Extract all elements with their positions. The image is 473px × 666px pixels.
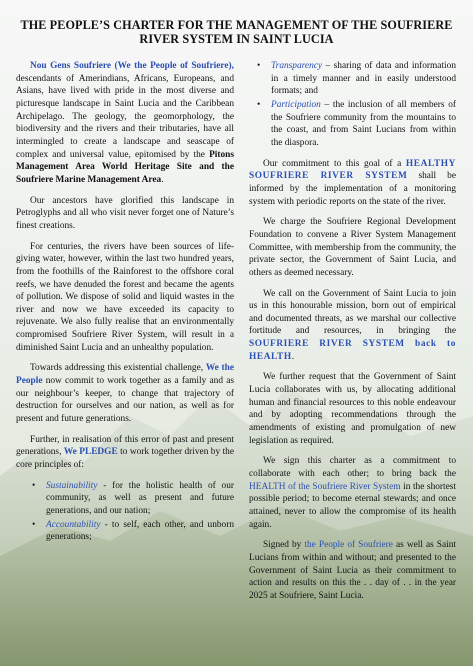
signed-paragraph: [249, 539, 456, 602]
challenge-text-1: Towards addressing this existential challenge,: [30, 363, 206, 374]
intro-lead: Nou Gens Soufriere (We the People of Soufriere),: [30, 61, 234, 71]
principles-list-right: [249, 60, 456, 150]
bullet-icon: •: [257, 99, 261, 110]
principle-text: – the inclusion of all members of the Soufriere community from the mountains to the coast, and from Saint Lucians from within the diaspora.: [271, 99, 456, 148]
sign-text-1: We sign this charter as a commitment to collaborate with each other; to bring back the: [249, 456, 456, 480]
signed-blue: the People of Soufriere: [304, 540, 393, 551]
ancestors-paragraph: Our ancestors have glorified this landscape in Petroglyphs and all who visit never forget one of Nature’s finest creations.: [16, 195, 234, 231]
call-paragraph: [249, 288, 456, 364]
sign-paragraph: [249, 455, 456, 531]
commitment-text-2: shall be informed by the implementation of a monitoring system with periodic reports on the state of the river.: [249, 171, 456, 207]
bullet-icon: •: [257, 61, 261, 71]
principle-text: - to self, each other, and unborn generations;: [46, 519, 234, 543]
sign-text-2: in the shortest possible period; to become eternal stewards; and once attained, never to allow the compromise of its health again.: [249, 481, 456, 530]
signed-text-2: as well as Saint Lucians from within and without; and presented to the Government of Saint Lucia as their commitment to action and results on this the . . day of . . in the year 2025 at Soufriere, Saint Lucia.: [249, 540, 456, 601]
principle-term: Sustainability: [46, 480, 98, 491]
pledge-paragraph: [16, 434, 234, 472]
pledge-blue: We PLEDGE: [63, 447, 118, 458]
principle-text: – sharing of data and information in a timely manner and in easily understood formats; and: [271, 61, 456, 97]
pledge-text-2: to work together driven by the core principles of:: [16, 447, 235, 471]
challenge-paragraph: [16, 362, 234, 425]
intro-text-1: descendants of Amerindians, Africans, Europeans, and Asians, have lived with pride in the most diverse and picturesque landscape in Saint Lucia and the Caribbean Archipelago. The geology, the geomorphology, the biodiversity and the rivers and their tributaries, have all intermingled to create a landscape and seascape of complex and universal value, epitomised by the: [16, 73, 234, 160]
sign-blue: HEALTH of the Soufriere River System: [249, 481, 401, 492]
bullet-icon: •: [32, 480, 36, 491]
charge-paragraph: We charge the Soufriere Regional Development Foundation to convene a River System Management Committee, with membership from the community, the private sector, the Government of Saint Lucia, and others as deemed necessary.: [249, 217, 456, 278]
principle-term: Accountability: [46, 519, 101, 530]
request-paragraph: We further request that the Government of Saint Lucia collaborates with us, by allocating additional human and financial resources to this noble endeavour and by adopting recommendations through the amendments of existing and promulgation of new legislation as required.: [249, 372, 456, 446]
list-item: [16, 480, 234, 518]
challenge-text-2: now commit to work together as a family and as our neighbour’s keeper, to change that trajectory of destruction for ourselves and our nation, as well as for present and future generations.: [16, 376, 234, 425]
pledge-text-1: Further, in realisation of this error of past and present generations,: [16, 434, 234, 458]
call-blue: SOUFRIERE RIVER SYSTEM back to HEALTH: [249, 339, 456, 362]
signed-text-1: Signed by: [263, 540, 305, 551]
list-item: [16, 519, 234, 544]
list-item: [249, 99, 456, 150]
commitment-text-1: Our commitment to this goal of a: [263, 158, 406, 169]
call-text-2: .: [291, 351, 295, 362]
intro-bold: Pitons Management Area World Heritage Site and the Soufriere Marine Management Area: [16, 149, 234, 185]
left-column: [16, 60, 234, 552]
commitment-blue: HEALTHY SOUFRIERE RIVER SYSTEM: [249, 158, 456, 182]
call-text-1: We call on the Government of Saint Lucia to join us in this honourable mission, born out of empirical and documented threats, as we marshal our collective fortitude and resources, in bringing the: [249, 288, 456, 337]
principles-list-left: [16, 480, 234, 544]
bullet-icon: •: [32, 519, 36, 530]
title-line-2: RIVER SYSTEM IN SAINT LUCIA: [139, 32, 334, 46]
principle-text: - for the holistic health of our community, as well as present and future generations, and our nation;: [46, 480, 234, 516]
title-line-1: THE PEOPLE’S CHARTER FOR THE MANAGEMENT OF THE SOUFRIERE: [20, 18, 453, 32]
rivers-paragraph: For centuries, the rivers have been sources of life- giving water, however, within the last two hundred years, from the foothills of the Rainforest to the offshore coral reefs, we have denuded the forest and became the agents of pollution. We dispose of solid and liquid wastes in the river and now we have exceeded its capacity to rejuvenate. We also fully realise that an environmentally compromised Soufriere River System, will result in a diminished Saint Lucia and an unhealthy population.: [16, 241, 234, 353]
intro-paragraph: [16, 60, 234, 187]
principle-term: Participation: [271, 99, 321, 110]
commitment-paragraph: [249, 158, 456, 209]
list-item: [249, 60, 456, 98]
intro-text-2: .: [161, 174, 164, 185]
right-column: [249, 60, 456, 611]
challenge-blue: We the People: [16, 363, 234, 387]
page-title: [18, 18, 455, 46]
principle-term: Transparency: [271, 61, 323, 71]
